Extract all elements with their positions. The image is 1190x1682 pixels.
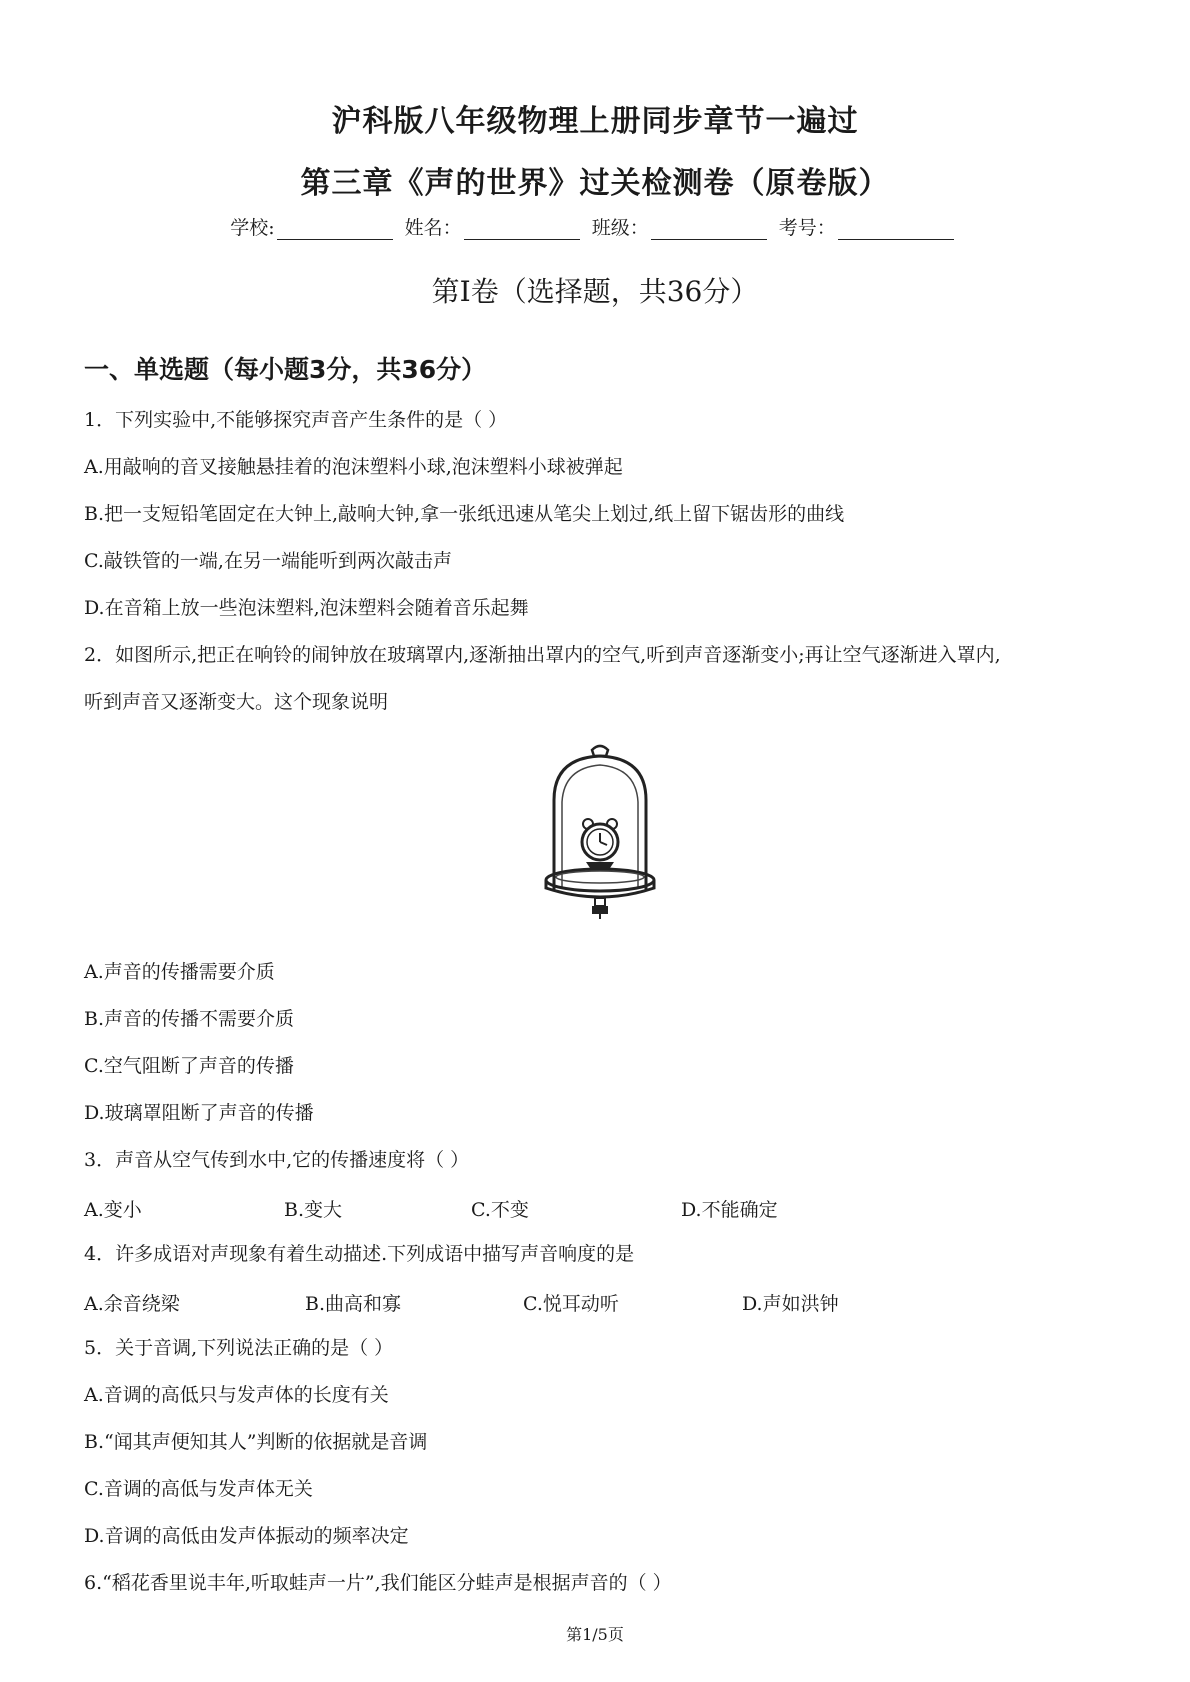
question-6-stem: 6.“稻花香里说丰年,听取蛙声一片”,我们能区分蛙声是根据声音的（ ）	[84, 1572, 672, 1594]
page-title: 沪科版八年级物理上册同步章节一遍过	[331, 104, 859, 139]
number-blank[interactable]	[838, 219, 954, 240]
question-1-stem: 1．下列实验中,不能够探究声音产生条件的是（ ）	[84, 409, 508, 431]
question-3-option-d: D.不能确定	[681, 1199, 778, 1221]
question-2-option-c: C.空气阻断了声音的传播	[84, 1055, 294, 1077]
bell-jar-alarm-clock-figure	[540, 740, 660, 920]
question-5-stem: 5．关于音调,下列说法正确的是（ ）	[84, 1337, 394, 1359]
question-4-option-b: B.曲高和寡	[305, 1293, 402, 1315]
question-5-option-c: C.音调的高低与发声体无关	[84, 1478, 313, 1500]
number-label: 考号：	[778, 217, 836, 239]
question-1-option-a: A.用敲响的音叉接触悬挂着的泡沫塑料小球,泡沫塑料小球被弹起	[84, 456, 623, 478]
question-5-option-b: B.“闻其声便知其人”判断的依据就是音调	[84, 1431, 428, 1453]
question-3-option-c: C.不变	[471, 1199, 529, 1221]
question-3-stem: 3．声音从空气传到水中,它的传播速度将（ ）	[84, 1149, 470, 1171]
question-5-option-d: D.音调的高低由发声体振动的频率决定	[84, 1525, 409, 1547]
school-blank[interactable]	[277, 219, 393, 240]
question-2-stem-line2: 听到声音又逐渐变大。这个现象说明	[84, 691, 389, 713]
question-2-option-b: B.声音的传播不需要介质	[84, 1008, 295, 1030]
student-info-line	[0, 213, 1190, 240]
question-4-option-a: A.余音绕梁	[84, 1293, 180, 1315]
page-subtitle: 第三章《声的世界》过关检测卷（原卷版）	[300, 166, 890, 201]
question-4-stem: 4．许多成语对声现象有着生动描述.下列成语中描写声音响度的是	[84, 1243, 635, 1265]
page-number: 第1/5页	[566, 1625, 624, 1644]
class-blank[interactable]	[651, 219, 767, 240]
question-2-option-a: A.声音的传播需要介质	[84, 961, 275, 983]
volume-title: 第I卷（选择题，共36分）	[431, 275, 759, 308]
question-1-option-c: C.敲铁管的一端,在另一端能听到两次敲击声	[84, 550, 452, 572]
question-3-option-a: A.变小	[84, 1199, 142, 1221]
section-title: 一、单选题（每小题3分，共36分）	[84, 355, 487, 384]
question-1-option-d: D.在音箱上放一些泡沫塑料,泡沫塑料会随着音乐起舞	[84, 597, 529, 619]
question-2-option-d: D.玻璃罩阻断了声音的传播	[84, 1102, 314, 1124]
school-label: 学校:	[230, 217, 275, 239]
question-4-option-c: C.悦耳动听	[523, 1293, 619, 1315]
class-label: 班级：	[591, 217, 649, 239]
question-3-option-b: B.变大	[284, 1199, 343, 1221]
question-2-stem-line1: 2．如图所示,把正在响铃的闹钟放在玻璃罩内,逐渐抽出罩内的空气,听到声音逐渐变小;再让空气逐渐进入罩内,	[84, 644, 1001, 666]
name-blank[interactable]	[464, 219, 580, 240]
question-5-option-a: A.音调的高低只与发声体的长度有关	[84, 1384, 389, 1406]
name-label: 姓名：	[404, 217, 462, 239]
question-4-option-d: D.声如洪钟	[742, 1293, 839, 1315]
question-1-option-b: B.把一支短铅笔固定在大钟上,敲响大钟,拿一张纸迅速从笔尖上划过,纸上留下锯齿形的曲线	[84, 503, 845, 525]
